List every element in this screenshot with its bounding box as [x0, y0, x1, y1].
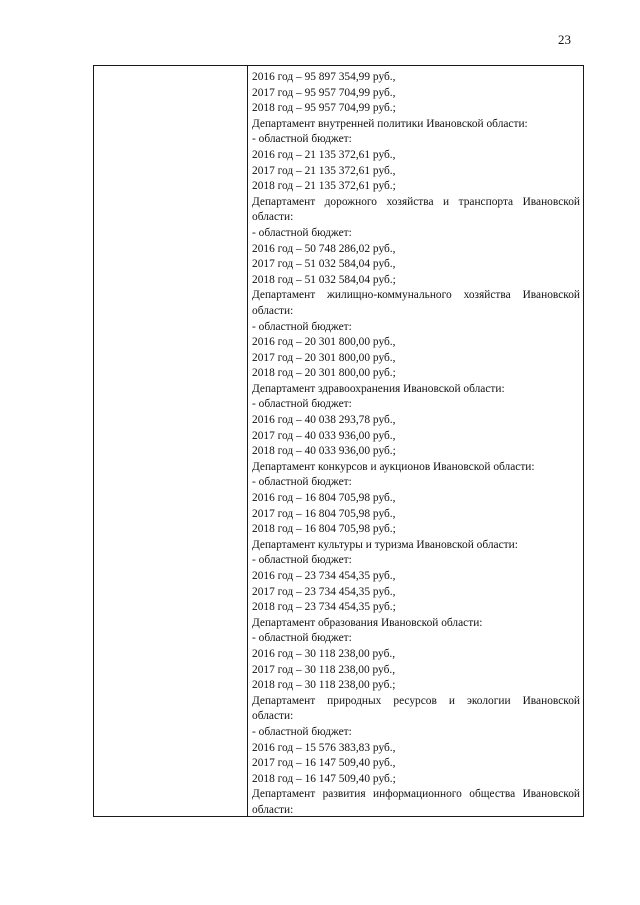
page-number: 23	[558, 32, 571, 47]
text-line: 2016 год – 50 748 286,02 руб.,	[252, 242, 396, 255]
text-line: 2018 год – 30 118 238,00 руб.;	[252, 679, 396, 692]
text-line: области:	[252, 211, 294, 224]
text-line: - областной бюджет:	[252, 320, 352, 333]
text-line: 2016 год – 15 576 383,83 руб.,	[252, 741, 396, 754]
column-divider	[247, 66, 248, 816]
text-line: - областной бюджет:	[252, 632, 352, 645]
text-line: Департамент культуры и туризма Ивановской области:	[252, 538, 518, 551]
text-line: 2017 год – 23 734 454,35 руб.,	[252, 585, 396, 598]
funding-details-cell	[252, 70, 580, 819]
text-line: - областной бюджет:	[252, 476, 352, 489]
text-line: 2018 год – 20 301 800,00 руб.;	[252, 367, 396, 380]
text-line: 2017 год – 95 957 704,99 руб.,	[252, 86, 396, 99]
text-line: 2016 год – 95 897 354,99 руб.,	[252, 71, 396, 83]
text-line: области:	[252, 803, 294, 816]
text-line: - областной бюджет:	[252, 725, 352, 738]
text-line: 2018 год – 21 135 372,61 руб.;	[252, 180, 396, 193]
text-line: 2016 год – 23 734 454,35 руб.,	[252, 570, 396, 582]
text-line: Департамент конкурсов и аукционов Ивановской области:	[252, 460, 535, 473]
text-line: 2017 год – 51 032 584,04 руб.,	[252, 258, 396, 271]
text-line: - областной бюджет:	[252, 398, 352, 411]
text-line: 2018 год – 95 957 704,99 руб.;	[252, 102, 396, 115]
text-line: 2018 год – 23 734 454,35 руб.;	[252, 601, 396, 614]
text-line: 2016 год – 16 804 705,98 руб.,	[252, 492, 396, 505]
text-line: 2018 год – 16 804 705,98 руб.;	[252, 523, 396, 536]
text-line: 2017 год – 30 118 238,00 руб.,	[252, 663, 396, 676]
text-line: - областной бюджет:	[252, 226, 352, 239]
text-line: 2016 год – 40 038 293,78 руб.,	[252, 414, 396, 427]
text-line: 2018 год – 40 033 936,00 руб.;	[252, 445, 396, 458]
budget-table	[93, 65, 584, 817]
text-line: - областной бюджет:	[252, 133, 352, 146]
text-line: 2017 год – 16 804 705,98 руб.,	[252, 507, 396, 520]
text-line: 2018 год – 16 147 509,40 руб.;	[252, 772, 396, 785]
text-line: области:	[252, 304, 294, 317]
text-line: 2017 год – 40 033 936,00 руб.,	[252, 429, 396, 442]
text-line: - областной бюджет:	[252, 554, 352, 567]
text-line: 2017 год – 16 147 509,40 руб.,	[252, 757, 396, 770]
text-line: Департамент природных ресурсов и экологии Ивановской	[252, 694, 580, 707]
text-line: Департамент дорожного хозяйства и транспорта Ивановской	[252, 195, 580, 208]
text-line: 2017 год – 20 301 800,00 руб.,	[252, 351, 396, 364]
text-line: Департамент образования Ивановской области:	[252, 616, 483, 629]
text-line: 2017 год – 21 135 372,61 руб.,	[252, 164, 396, 177]
text-line: Департамент здравоохранения Ивановской области:	[252, 382, 505, 395]
text-line: 2016 год – 21 135 372,61 руб.,	[252, 148, 396, 161]
text-line: 2016 год – 20 301 800,00 руб.,	[252, 336, 396, 349]
text-line: 2016 год – 30 118 238,00 руб.,	[252, 647, 396, 660]
text-line: Департамент внутренней политики Ивановской области:	[252, 117, 528, 130]
text-line: Департамент развития информационного общества Ивановской	[252, 788, 580, 801]
text-line: области:	[252, 710, 294, 723]
text-line: 2018 год – 51 032 584,04 руб.;	[252, 273, 396, 286]
text-line: Департамент жилищно-коммунального хозяйства Ивановской	[252, 289, 580, 302]
